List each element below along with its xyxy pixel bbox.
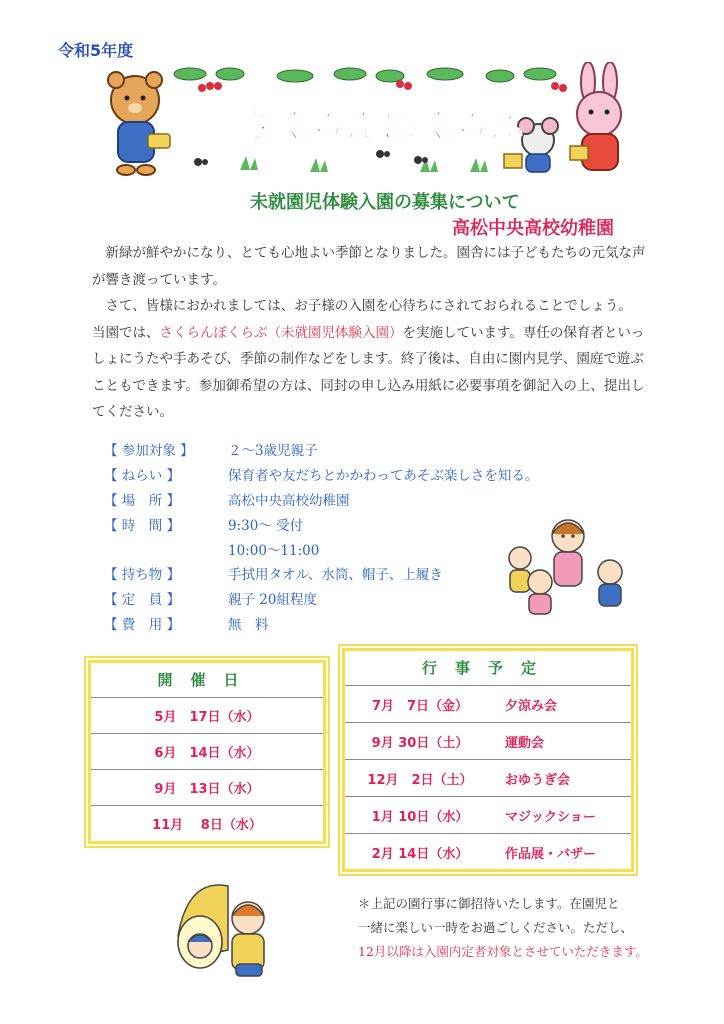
detail-row: [104, 586, 538, 611]
event-date: 7月 7日（金）: [371, 698, 469, 714]
event-row: [345, 685, 631, 722]
intro-paragraph-3: [92, 320, 652, 426]
detail-row: [104, 611, 538, 636]
detail-row: [104, 487, 538, 512]
event-date: 1月 10日（水）: [371, 809, 469, 825]
event-name: マジックショー: [505, 809, 596, 825]
kids-teacher-illustration: [498, 514, 636, 618]
note-line-2: 一緒に楽しい一時をお過ごしください。ただし、: [358, 920, 634, 935]
dates-box-title: 開催日: [157, 671, 257, 689]
detail-value: 無 料: [228, 616, 269, 633]
ants: [194, 150, 428, 166]
intro-text: [92, 240, 652, 426]
detail-label: 【 参加対象 】: [104, 443, 194, 460]
grass-tufts: [240, 156, 488, 172]
date-row: 5月 17日（水）: [91, 697, 323, 733]
rabbit-illustration: [570, 62, 621, 170]
detail-row: [104, 536, 538, 561]
date-row: 9月 13日（水）: [91, 769, 323, 805]
intro-paragraph-2: さて、皆様におかれましては、お子様の入園を心待ちにされておられることでしょう。: [105, 298, 632, 314]
school-name: 高松中央高校幼稚園: [452, 218, 614, 239]
event-name: 作品展・バザー: [505, 846, 597, 862]
event-row: [345, 722, 631, 759]
event-name: おゆうぎ会: [505, 772, 571, 788]
detail-value: 10:00～11:00: [228, 542, 320, 559]
event-row: [345, 833, 631, 870]
detail-label: 【 定 員 】: [104, 592, 181, 609]
note-line-3: 12月以降は入園内定者対象とさせていただきます。: [358, 944, 648, 959]
detail-value: 9:30～ 受付: [228, 517, 304, 534]
event-name: 運動会: [505, 735, 545, 751]
invitation-note: [358, 892, 648, 964]
detail-value: ２～3歳児親子: [228, 443, 318, 460]
event-name: 夕涼み会: [505, 698, 558, 714]
event-row: [345, 759, 631, 796]
detail-row: [104, 437, 538, 462]
page-subtitle: 未就園児体験入園の募集について: [250, 192, 520, 213]
intro-p3-after: を実施しています。専任の保育者といっしょにうたや手あそび、季節の制作などをします。終了後は、自由に園内見学、園庭で遊ぶこともできます。参加御希望の方は、同封の申し込み用紙に必要事項を御記入の上、提出してください。: [92, 324, 645, 420]
detail-label: 【 時 間 】: [104, 517, 181, 534]
events-box: [342, 648, 634, 872]
details-list: [104, 437, 538, 635]
event-date: 12月 2日（土）: [367, 772, 473, 788]
detail-row: [104, 511, 538, 536]
detail-value: 親子 20組程度: [228, 592, 317, 609]
detail-label: 【 費 用 】: [104, 616, 181, 633]
bear-illustration: [108, 72, 170, 175]
detail-label: 【 持ち物 】: [104, 567, 181, 584]
note-line-1: ＊上記の園行事に御招待いたします。在園児と: [358, 896, 620, 911]
fiscal-year: 令和5年度: [58, 41, 134, 60]
event-date: 2月 14日（水）: [371, 846, 469, 862]
detail-value: 高松中央高校幼稚園: [228, 492, 350, 509]
club-highlight: さくらんぼくらぶ（未就園児体験入園）: [159, 324, 403, 341]
intro-p3-before: 当園では、: [92, 324, 160, 341]
detail-label: 【 場 所 】: [104, 492, 181, 509]
detail-value: 手拭用タオル、水筒、帽子、上履き: [228, 567, 443, 584]
event-date: 9月 30日（土）: [371, 735, 469, 751]
date-row: 6月 14日（水）: [91, 733, 323, 769]
detail-value: 保育者や友だちとかかわってあそぶ楽しさを知る。: [228, 468, 539, 485]
detail-row: [104, 561, 538, 586]
detail-label: 【 ねらい 】: [104, 468, 181, 485]
intro-paragraph-1: 新緑が鮮やかになり、とても心地よい季節となりました。園舎には子どもたちの元気な声が響き渡っています。: [92, 245, 646, 288]
event-row: [345, 796, 631, 833]
club-title: さくらんぼくらぶ: [238, 106, 526, 146]
cherries: [198, 80, 567, 92]
tunnel-play-illustration: [170, 876, 280, 980]
date-row: 11月 8日（水）: [91, 805, 323, 841]
events-box-title: 行事予定: [421, 659, 554, 677]
vine-leaves: [174, 68, 556, 82]
dates-box: [88, 660, 326, 844]
detail-row: [104, 462, 538, 487]
